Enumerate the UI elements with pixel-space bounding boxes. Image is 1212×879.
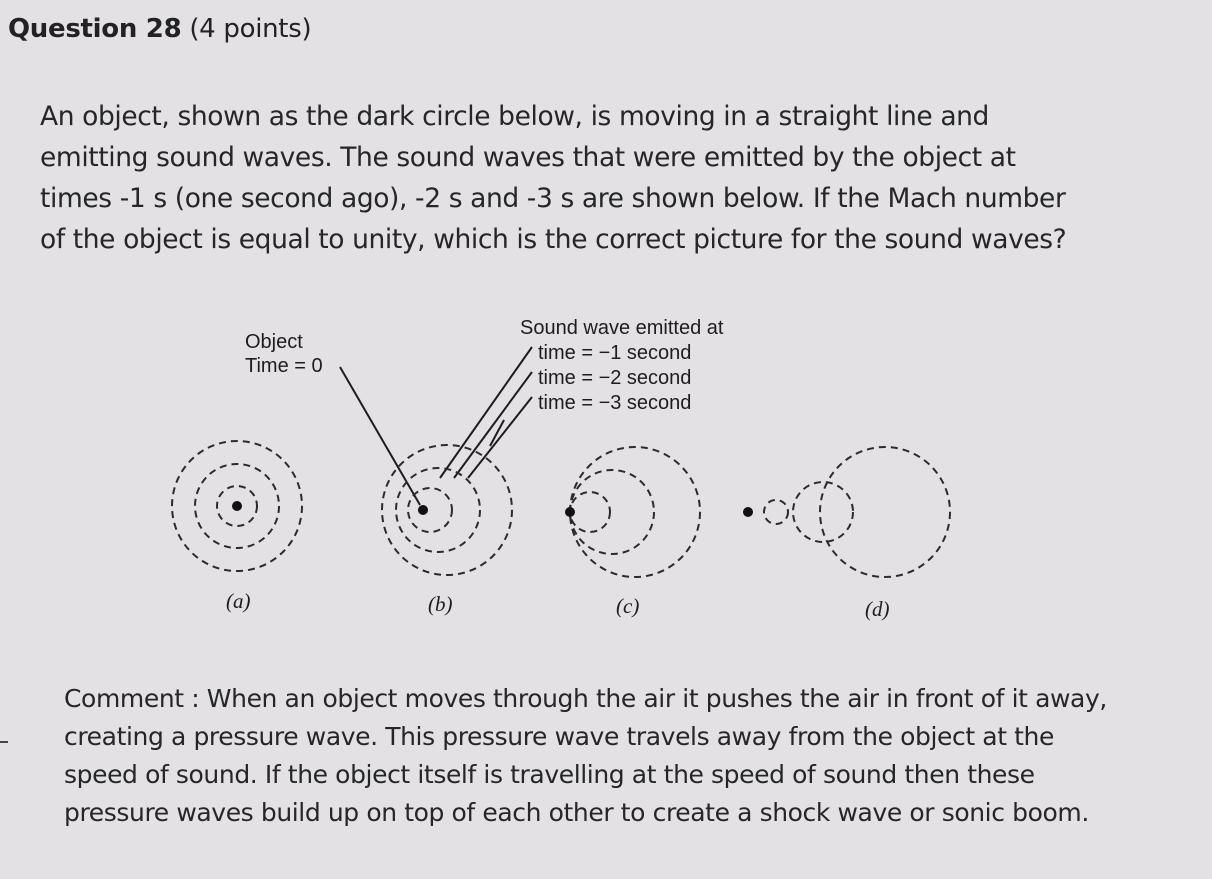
sound-wave-diagram	[140, 300, 980, 630]
object-label-line1: Object	[245, 331, 303, 353]
option-c-wave-2	[570, 470, 654, 554]
leader-line-time-1	[440, 347, 532, 478]
leader-line-time-2	[454, 372, 532, 478]
question-header	[8, 14, 311, 44]
option-b-object	[418, 505, 428, 515]
option-a-label: (a)	[226, 589, 251, 613]
sound-wave-figure	[140, 300, 980, 630]
option-a-object	[232, 501, 242, 511]
question-title: Question 28	[8, 14, 182, 44]
option-c-diagram	[570, 447, 700, 577]
leader-line-time-3	[468, 397, 532, 478]
option-c-label: (c)	[616, 594, 640, 618]
question-points: (4 points)	[189, 14, 312, 44]
option-c-wave-1	[570, 492, 610, 532]
option-b-wave-1	[408, 488, 452, 532]
wave-label-time-3: time = −3 second	[538, 392, 692, 414]
option-d-label: (d)	[865, 597, 890, 621]
option-d-object	[743, 507, 753, 517]
wave-label-time-2: time = −2 second	[538, 367, 692, 389]
option-b-wave-3	[382, 445, 512, 575]
option-c-wave-3	[570, 447, 700, 577]
left-edge-marker	[0, 741, 8, 743]
option-d-wave-1	[764, 500, 788, 524]
wave-label-time-1: time = −1 second	[538, 342, 692, 364]
option-c-object	[565, 507, 575, 517]
object-label-line2: Time = 0	[245, 355, 323, 377]
comment-text: Comment : When an object moves through the air it pushes the air in front of it away, creating a pressure wave. This pressure wave travels away from the object at the speed of sound. If the object itself is travelling at the speed of sound then these pressure waves build up on top of each other to create a shock wave or sonic boom.	[64, 684, 1107, 827]
object-leader-line	[340, 367, 420, 505]
option-b-wave-2	[396, 468, 480, 552]
option-b-label: (b)	[428, 592, 453, 616]
option-d-wave-3	[820, 447, 950, 577]
option-d-diagram	[764, 447, 950, 577]
wave-label-title: Sound wave emitted at	[520, 317, 724, 339]
option-b-diagram	[382, 445, 512, 575]
question-text: An object, shown as the dark circle below, is moving in a straight line and emitting sound waves. The sound waves that were emitted by the object at times -1 s (one second ago), -2 s and -3 s are shown below. If the Mach number of the object is equal to unity, which is the correct picture for the sound waves?	[40, 101, 1067, 255]
